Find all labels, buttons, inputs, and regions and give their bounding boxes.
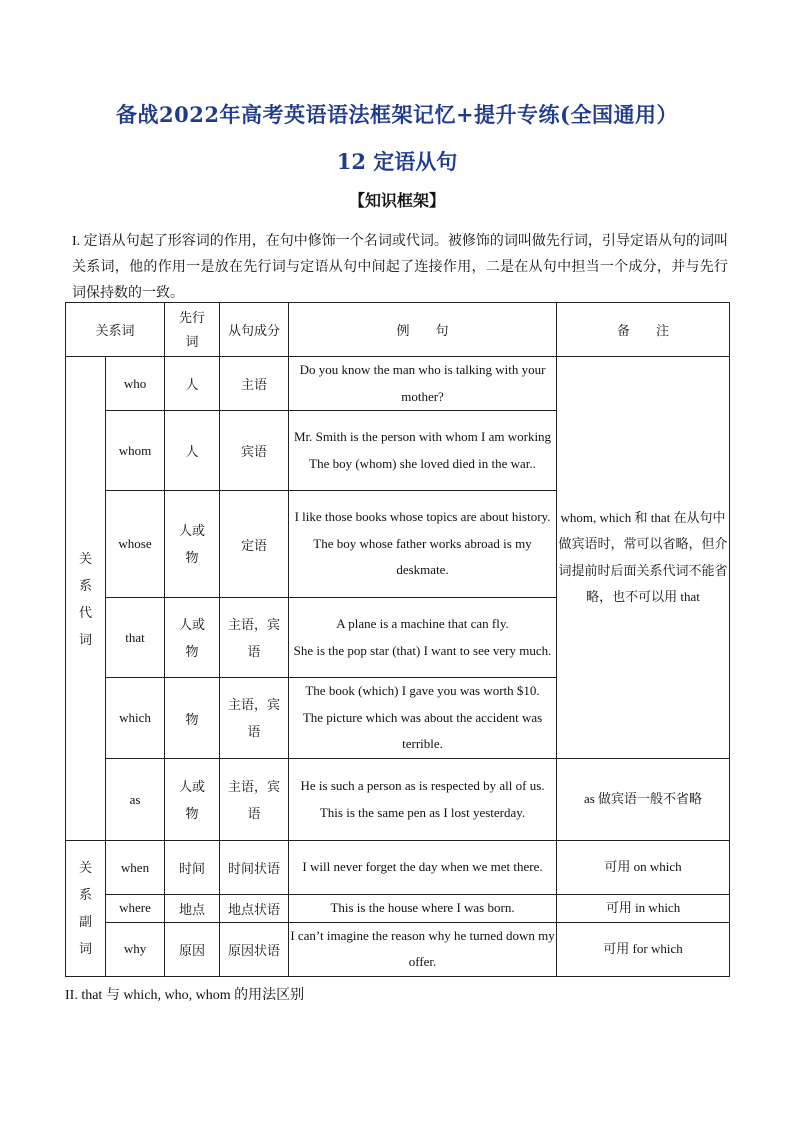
table-row bbox=[66, 357, 730, 411]
role-cell: 宾语 bbox=[220, 411, 289, 491]
role-cell: 主语，宾 语 bbox=[220, 678, 289, 759]
note-cell: 可用 for which bbox=[557, 922, 730, 976]
example-cell: I will never forget the day when we met there. bbox=[289, 841, 557, 895]
example-cell: I can’t imagine the reason why he turned down my offer. bbox=[289, 922, 557, 976]
relword-cell: which bbox=[106, 678, 165, 759]
role-cell: 定语 bbox=[220, 491, 289, 598]
antecedent-cell: 时间 bbox=[165, 841, 220, 895]
role-cell: 主语，宾 语 bbox=[220, 759, 289, 841]
table-row bbox=[66, 759, 730, 841]
header-note: 备 注 bbox=[557, 303, 730, 357]
section-heading: 【知识框架】 bbox=[348, 191, 445, 210]
example-cell: I like those books whose topics are about history. The boy whose father works abroad is my deskmate. bbox=[289, 491, 557, 598]
example-cell: This is the house where I was born. bbox=[289, 895, 557, 923]
relword-cell: when bbox=[106, 841, 165, 895]
relword-cell: why bbox=[106, 922, 165, 976]
example-cell: The book (which) I gave you was worth $10. The picture which was about the accident was terrible. bbox=[289, 678, 557, 759]
role-cell: 地点状语 bbox=[220, 895, 289, 923]
antecedent-cell: 原因 bbox=[165, 922, 220, 976]
pronoun-group-label: 关 系 代 词 bbox=[66, 357, 106, 841]
pronoun-note-cell: whom, which 和 that 在从句中做宾语时，常可以省略，但介词提前时后面关系代词不能省略，也不可以用 that bbox=[557, 357, 730, 759]
role-cell: 时间状语 bbox=[220, 841, 289, 895]
example-cell: A plane is a machine that can fly. She is the pop star (that) I want to see very much. bbox=[289, 598, 557, 678]
table-row bbox=[66, 922, 730, 976]
section-two-heading: II. that 与 which, who, whom 的用法区别 bbox=[65, 988, 305, 1003]
relword-cell: as bbox=[106, 759, 165, 841]
relword-cell: whose bbox=[106, 491, 165, 598]
header-role: 从句成分 bbox=[220, 303, 289, 357]
example-cell: Do you know the man who is talking with your mother? bbox=[289, 357, 557, 411]
table-header-row bbox=[66, 303, 730, 357]
intro-paragraph: I. 定语从句起了形容词的作用，在句中修饰一个名词或代词。被修饰的词叫做先行词，引导定语从句的词叫关系词，他的作用一是放在先行词与定语从句中间起了连接作用，二是在从句中担当一个成分，并与先行词保持数的一致。 bbox=[72, 234, 728, 301]
header-example: 例 句 bbox=[289, 303, 557, 357]
antecedent-cell: 人 bbox=[165, 357, 220, 411]
document-subtitle: 12 定语从句 bbox=[336, 149, 458, 174]
as-note-cell: as 做宾语一般不省略 bbox=[557, 759, 730, 841]
relword-cell: whom bbox=[106, 411, 165, 491]
note-cell: 可用 on which bbox=[557, 841, 730, 895]
relword-cell: that bbox=[106, 598, 165, 678]
adverb-group-label: 关 系 副 词 bbox=[66, 841, 106, 977]
header-antecedent: 先行 词 bbox=[165, 303, 220, 357]
antecedent-cell: 物 bbox=[165, 678, 220, 759]
table-row bbox=[66, 895, 730, 923]
relword-cell: where bbox=[106, 895, 165, 923]
header-relword: 关系词 bbox=[66, 303, 165, 357]
role-cell: 原因状语 bbox=[220, 922, 289, 976]
antecedent-cell: 人或 物 bbox=[165, 491, 220, 598]
antecedent-cell: 人或 物 bbox=[165, 759, 220, 841]
example-cell: He is such a person as is respected by all of us. This is the same pen as I lost yesterday. bbox=[289, 759, 557, 841]
document-title: 备战2022年高考英语语法框架记忆+提升专练(全国通用） bbox=[116, 102, 678, 127]
antecedent-cell: 地点 bbox=[165, 895, 220, 923]
antecedent-cell: 人或 物 bbox=[165, 598, 220, 678]
antecedent-cell: 人 bbox=[165, 411, 220, 491]
relword-cell: who bbox=[106, 357, 165, 411]
role-cell: 主语 bbox=[220, 357, 289, 411]
role-cell: 主语，宾 语 bbox=[220, 598, 289, 678]
table-row bbox=[66, 841, 730, 895]
relative-clause-table bbox=[65, 302, 730, 977]
example-cell: Mr. Smith is the person with whom I am working The boy (whom) she loved died in the war.. bbox=[289, 411, 557, 491]
note-cell: 可用 in which bbox=[557, 895, 730, 923]
